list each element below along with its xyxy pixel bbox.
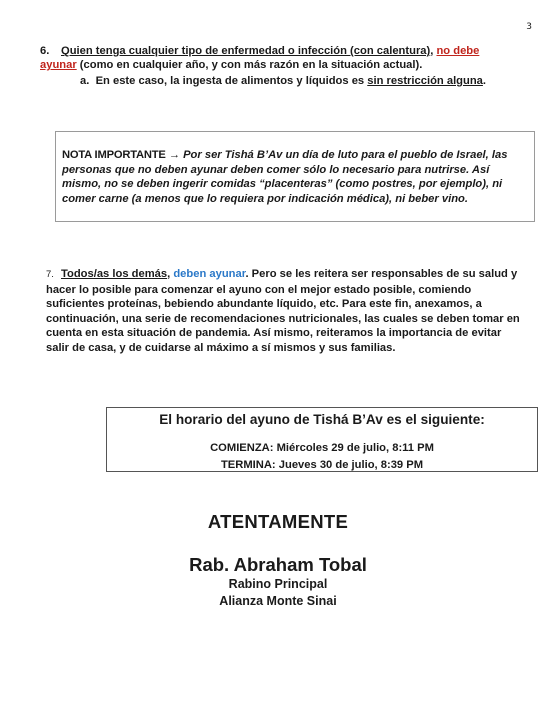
- list-item-6: [40, 44, 510, 72]
- important-note-box: [55, 131, 535, 222]
- schedule-start: COMIENZA: Miércoles 29 de julio, 8:11 PM: [210, 442, 434, 454]
- signer-title: Rabino Principal: [228, 577, 328, 591]
- item-comma: ,: [430, 45, 434, 57]
- item-comma: ,: [167, 268, 171, 280]
- arrow-icon: →: [168, 149, 180, 161]
- fast-schedule-box: [106, 407, 538, 472]
- page-number: 3: [526, 22, 532, 32]
- sub-item-text: En este caso, la ingesta de alimentos y líquidos es: [95, 75, 365, 87]
- signer-name: Rab. Abraham Tobal: [189, 554, 367, 575]
- note-text: Por ser Tishá B’Av un día de luto para el pueblo de Israel, las personas que no deben ayunar deben comer sólo lo necesario para nutrirse. Así mismo, no se deben ingerir comidas “placenteras” (como postres, por ejemplo), ni comer carne (a menos que lo requiera por indicación médica), ni beber vino.: [62, 149, 508, 205]
- item-number: 6.: [40, 45, 50, 57]
- item-period: .: [245, 268, 249, 280]
- sub-item-a: [80, 74, 520, 88]
- closing-word: ATENTAMENTE: [207, 511, 349, 532]
- item-lead-text: Todos/as los demás: [61, 268, 168, 280]
- signer-organization: Alianza Monte Sinai: [219, 594, 337, 608]
- note-label: NOTA IMPORTANTE: [62, 149, 166, 161]
- item-body-text: Pero se les reitera ser responsables de su salud y hacer lo posible para comenzar el ayuno con el mejor estado posible, comiendo suficientes proteínas, bebiendo abundante líquido, etc. Para este fin, anexamos, a continuación, una serie de recomendaciones nutricionales, las cuales se deben tomar en cuenta en esta situación de pandemia. Así mismo, reiteramos la importancia de evitar salir de casa, y de cuidarse al máximo a sí mismos y sus familias.: [46, 268, 520, 354]
- no-fast-highlight: no debe ayunar: [40, 45, 480, 72]
- sub-item-letter: a.: [80, 75, 90, 87]
- schedule-title: El horario del ayuno de Tishá B’Av es el siguiente:: [159, 412, 485, 427]
- list-item-7: [46, 267, 520, 356]
- must-fast-highlight: deben ayunar: [173, 268, 246, 280]
- no-restriction-text: sin restricción alguna: [367, 75, 483, 87]
- item-number: 7.: [46, 269, 54, 280]
- sub-item-end: .: [482, 75, 487, 87]
- schedule-end: TERMINA: Jueves 30 de julio, 8:39 PM: [220, 459, 424, 471]
- item-rest-text: (como en cualquier año, y con más razón en la situación actual).: [79, 59, 423, 72]
- item-lead-text: Quien tenga cualquier tipo de enfermedad o infección (con calentura): [61, 45, 431, 57]
